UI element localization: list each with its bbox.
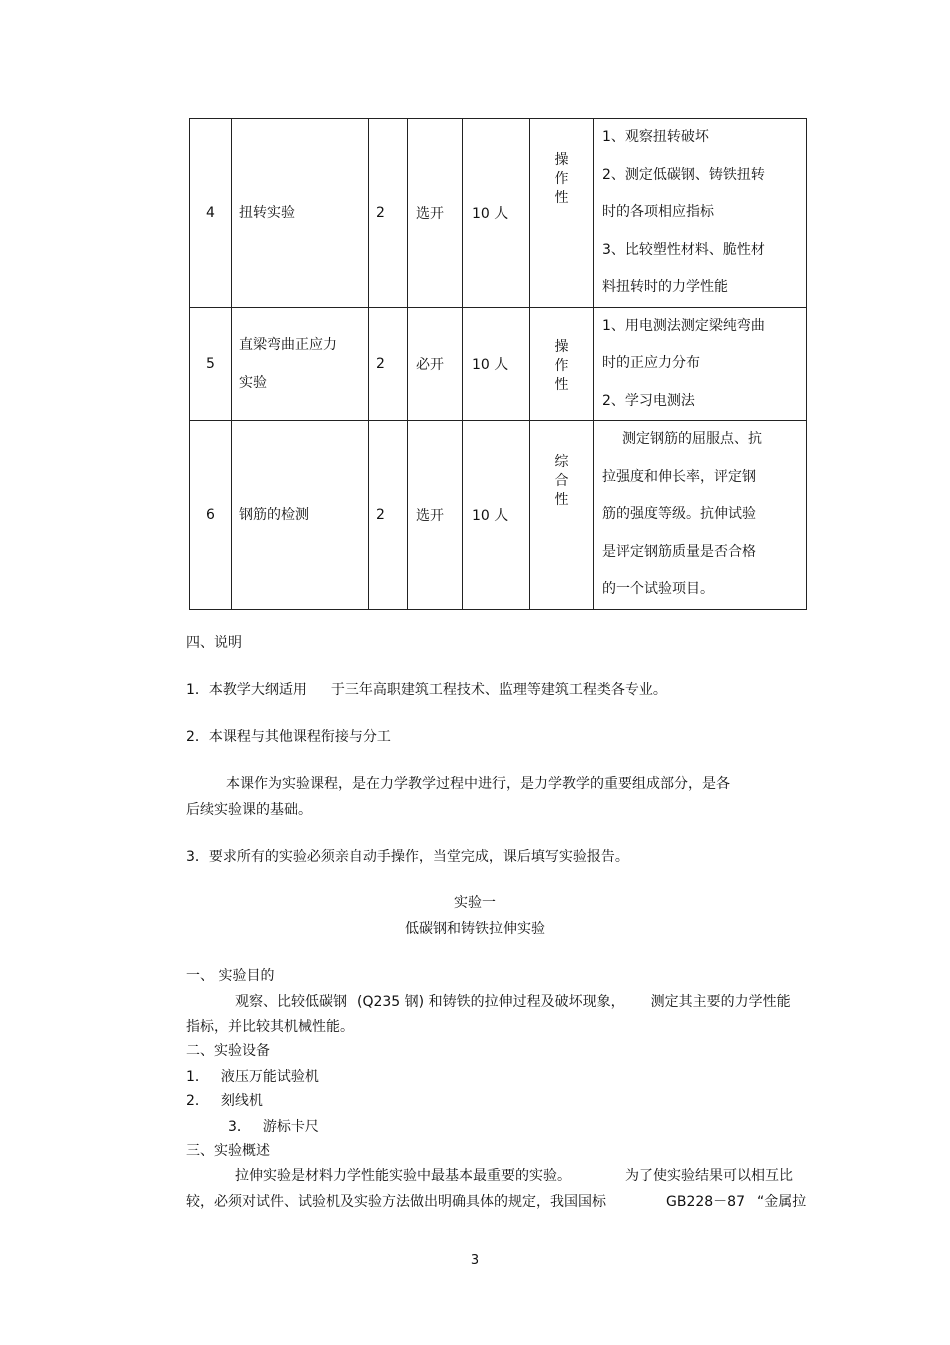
purpose-line: 指标，并比较其机械性能。 xyxy=(186,1019,354,1035)
overview-part: 为了使实验结果可以相互比 xyxy=(625,1168,793,1184)
goal-line: 时的正应力分布 xyxy=(602,355,700,371)
goal-line: 2、学习电测法 xyxy=(602,392,695,409)
group-size-cell: 10 人 xyxy=(463,307,530,421)
notes-heading: 四、说明 xyxy=(186,635,242,651)
section-heading: 二、实验设备 xyxy=(186,1043,270,1059)
page-number: 3 xyxy=(470,1253,480,1268)
equipment-item xyxy=(228,1116,319,1136)
name-line: 扭转实验 xyxy=(239,204,295,221)
experiment-table xyxy=(189,118,807,610)
overview-part: GB228－87 xyxy=(666,1194,745,1210)
overview-line xyxy=(235,1165,793,1185)
overview-line xyxy=(186,1191,806,1211)
goal-line: 拉强度和伸长率，评定钢 xyxy=(602,468,756,485)
equipment-name: 刻线机 xyxy=(220,1093,263,1109)
note-paragraph-line: 本课作为实验课程，是在力学教学过程中进行，是力学教学的重要组成部分，是各 xyxy=(226,776,730,792)
goal-line: 测定钢筋的屈服点、抗 xyxy=(622,431,762,447)
equipment-name: 游标卡尺 xyxy=(262,1119,319,1135)
equipment-number: 3． xyxy=(228,1119,251,1135)
experiment-name xyxy=(232,119,369,308)
experiment-goal xyxy=(594,119,807,308)
name-line: 实验 xyxy=(239,374,267,391)
type-char: 性 xyxy=(554,492,569,508)
experiment-title: 实验一 xyxy=(454,895,496,911)
table-row xyxy=(190,307,807,421)
goal-line: 料扭转时的力学性能 xyxy=(602,279,728,295)
row-number: 4 xyxy=(190,119,232,308)
table-row xyxy=(190,421,807,610)
note-item-2: 2．本课程与其他课程衔接与分工 xyxy=(186,729,391,745)
hours-cell: 2 xyxy=(369,307,408,421)
type-char: 操 xyxy=(554,338,569,355)
experiment-goal xyxy=(594,307,807,421)
overview-part: “金属拉 xyxy=(757,1194,807,1210)
goal-line: 筋的强度等级。抗伸试验 xyxy=(602,506,756,522)
experiment-type xyxy=(530,421,594,610)
purpose-line xyxy=(235,991,791,1011)
type-char: 综 xyxy=(554,454,569,470)
experiment-goal xyxy=(594,421,807,610)
note-item-1-text: 于三年高职建筑工程技术、监理等建筑工程类各专业。 xyxy=(330,682,667,698)
experiment-type xyxy=(530,119,594,308)
type-char: 性 xyxy=(554,190,569,206)
group-size-cell: 10 人 xyxy=(463,119,530,308)
experiment-name xyxy=(232,307,369,421)
hours-cell: 2 xyxy=(369,421,408,610)
experiment-subtitle: 低碳钢和铸铁拉伸实验 xyxy=(405,921,545,937)
type-char: 作 xyxy=(554,171,569,187)
experiment-type xyxy=(530,307,594,421)
note-item-3: 3．要求所有的实验必须亲自动手操作，当堂完成，课后填写实验报告。 xyxy=(186,849,629,865)
purpose-part: 观察、比较低碳钢 xyxy=(235,994,347,1010)
type-char: 性 xyxy=(554,376,569,393)
goal-line: 的一个试验项目。 xyxy=(602,581,714,597)
goal-line: 是评定钢筋质量是否合格 xyxy=(602,543,756,560)
overview-part: 拉伸实验是材料力学性能实验中最基本最重要的实验。 xyxy=(235,1168,571,1184)
row-number: 6 xyxy=(190,421,232,610)
hours-cell: 2 xyxy=(369,119,408,308)
type-char: 作 xyxy=(554,357,569,374)
equipment-item xyxy=(186,1090,263,1110)
note-item-1 xyxy=(186,679,667,699)
note-item-1-prefix: 1．本教学大纲适用 xyxy=(186,682,307,698)
goal-line: 3、比较塑性材料、脆性材 xyxy=(602,241,765,258)
purpose-part: (Q235 钢) 和铸铁的拉伸过程及破坏现象， xyxy=(357,994,625,1010)
goal-line: 1、观察扭转破坏 xyxy=(602,129,709,145)
type-char: 合 xyxy=(554,473,569,489)
goal-line: 时的各项相应指标 xyxy=(602,204,714,220)
name-line: 钢筋的检测 xyxy=(239,506,309,523)
required-cell: 必开 xyxy=(408,307,463,421)
goal-line: 2、测定低碳钢、铸铁扭转 xyxy=(602,166,765,183)
equipment-number: 2． xyxy=(186,1093,209,1109)
required-cell: 选开 xyxy=(408,421,463,610)
experiment-name xyxy=(232,421,369,610)
row-number: 5 xyxy=(190,307,232,421)
table-row xyxy=(190,119,807,308)
equipment-number: 1． xyxy=(186,1069,209,1085)
overview-part: 较，必须对试件、试验机及实验方法做出明确具体的规定，我国国标 xyxy=(186,1194,606,1210)
required-cell: 选开 xyxy=(408,119,463,308)
goal-line: 1、用电测法测定梁纯弯曲 xyxy=(602,317,765,334)
section-heading: 一、 实验目的 xyxy=(186,968,275,984)
type-char: 操 xyxy=(554,152,569,168)
group-size-cell: 10 人 xyxy=(463,421,530,610)
name-line: 直梁弯曲正应力 xyxy=(239,336,337,353)
equipment-item xyxy=(186,1066,319,1086)
section-heading: 三、实验概述 xyxy=(186,1143,270,1159)
purpose-part: 测定其主要的力学性能 xyxy=(650,994,791,1010)
equipment-name: 液压万能试验机 xyxy=(220,1069,319,1085)
note-paragraph-line: 后续实验课的基础。 xyxy=(186,802,312,818)
